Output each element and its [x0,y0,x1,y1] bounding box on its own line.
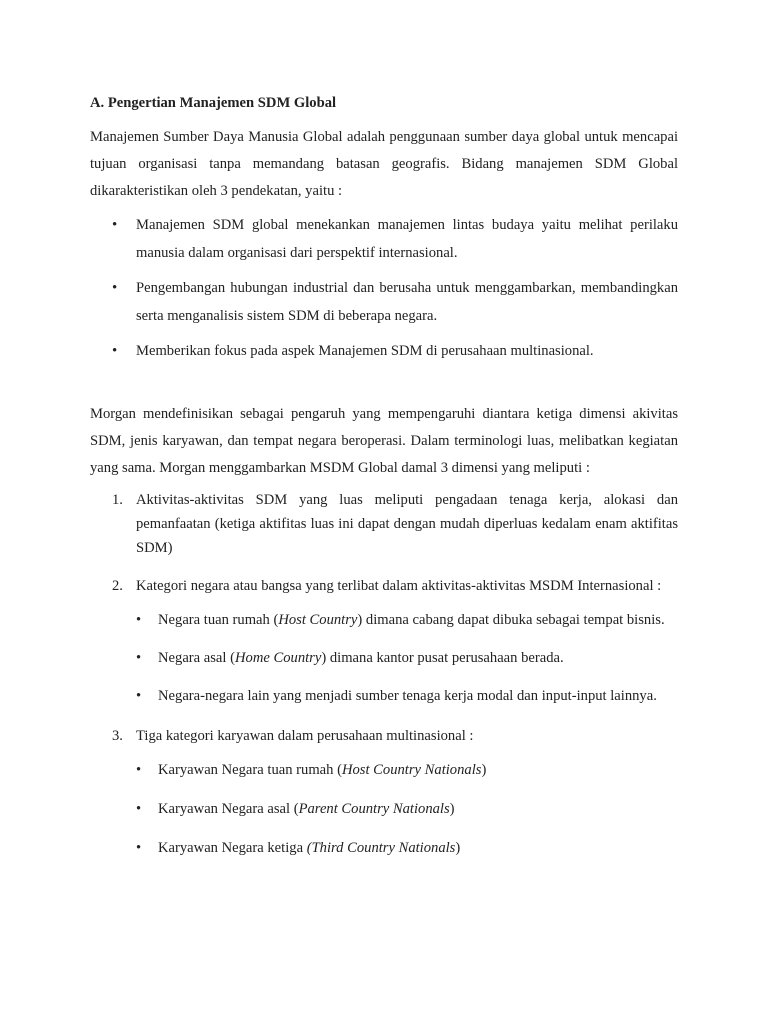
sub-bullet-item: • Negara-negara lain yang menjadi sumber tenaga kerja modal dan input-input lainnya. [136,682,678,710]
sub-bullet-item: • Karyawan Negara ketiga (Third Country Nationals) [136,834,678,862]
list-item-text: Tiga kategori karyawan dalam perusahaan multinasional : [136,728,474,744]
intro-paragraph: Manajemen Sumber Daya Manusia Global adalah penggunaan sumber daya global untuk mencapai tujuan organisasi tanpa memandang batasan geografis. Bidang manajemen SDM Global dikarakteristikan oleh 3 pendekatan, yaitu : [90,129,678,199]
sub-bullet-item: • Negara tuan rumah (Host Country) dimana cabang dapat dibuka sebagai tempat bisnis. [136,606,678,634]
bullet-item: • Pengembangan hubungan industrial dan berusaha untuk menggambarkan, membandingkan serta menganalisis sistem SDM di beberapa negara. [90,274,678,330]
sub-bullet-item: • Karyawan Negara tuan rumah (Host Country Nationals) [136,756,678,784]
approach-bullet-list [90,211,678,365]
country-sub-list [136,606,678,710]
list-number: 3. [112,728,123,744]
dimension-list [90,488,678,862]
document-content [90,93,678,876]
employee-sub-list [136,756,678,862]
list-item-text: Aktivitas-aktivitas SDM yang luas meliputi pengadaan tenaga kerja, alokasi dan pemanfaatan (ketiga aktifitas luas ini dapat dengan mudah diperluas kedalam enam aktifitas SDM) [136,492,678,556]
list-item [90,488,678,560]
morgan-paragraph: Morgan mendefinisikan sebagai pengaruh yang mempengaruhi diantara ketiga dimensi akivitas SDM, jenis karyawan, dan tempat negara beroperasi. Dalam terminologi luas, melibatkan kegiatan yang sama. Morgan menggambarkan MSDM Global damal 3 dimensi yang meliputi : [90,406,678,476]
section-heading: A. Pengertian Manajemen SDM Global [90,95,337,111]
list-number: 2. [112,578,123,594]
list-item-text: Kategori negara atau bangsa yang terlibat dalam aktivitas-aktivitas MSDM Internasional : [136,578,662,594]
sub-bullet-item: • Karyawan Negara asal (Parent Country Nationals) [136,795,678,823]
list-number: 1. [112,492,123,508]
bullet-item: • Manajemen SDM global menekankan manajemen lintas budaya yaitu melihat perilaku manusia dalam organisasi dari perspektif internasional. [90,211,678,267]
bullet-item: • Memberikan fokus pada aspek Manajemen SDM di perusahaan multinasional. [90,337,678,365]
sub-bullet-item: • Negara asal (Home Country) dimana kantor pusat perusahaan berada. [136,644,678,672]
list-item [90,724,678,862]
paragraph-gap [90,372,678,401]
list-item [90,574,678,710]
